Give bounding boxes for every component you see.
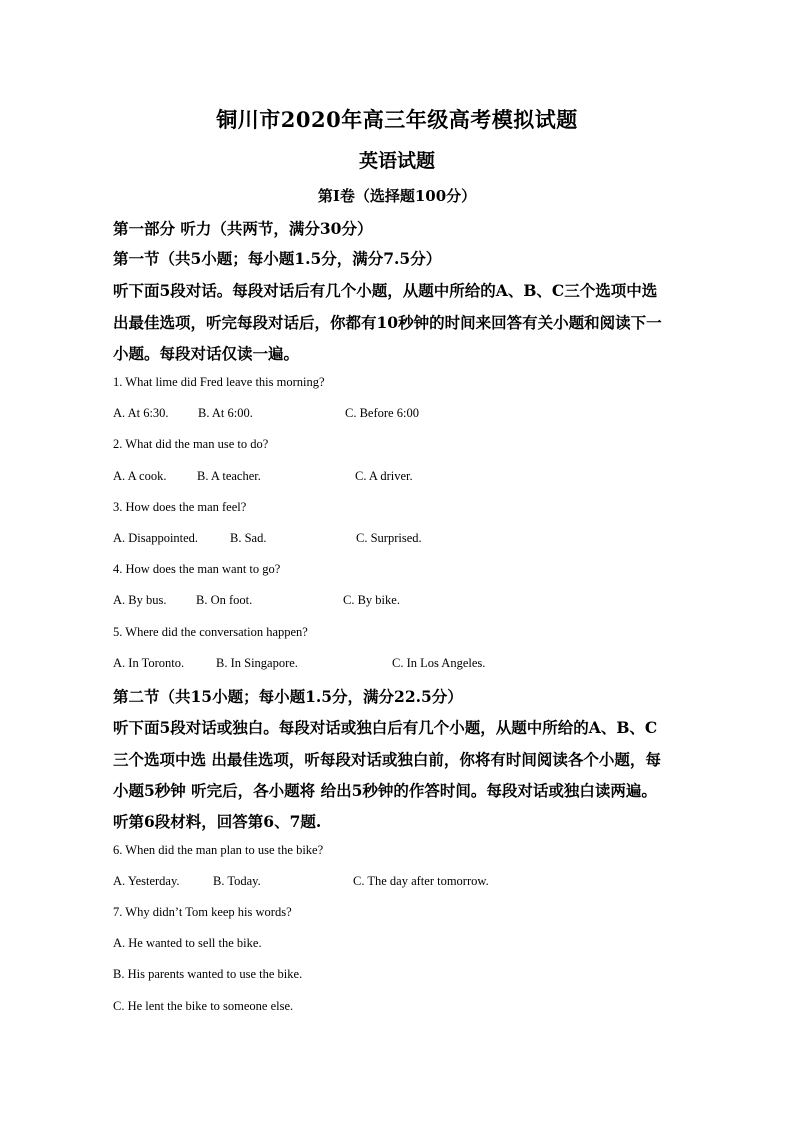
question-stem: 3. How does the man feel? — [113, 500, 247, 514]
question-stem: 7. Why didn’t Tom keep his words? — [113, 905, 292, 919]
volume-heading: 第Ⅰ卷（选择题100分） — [317, 187, 477, 205]
section2-instruction-line: 小题5秒钟 听完后，各小题将 给出5秒钟的作答时间。每段对话或独白读两遍。 — [113, 781, 657, 800]
option-c: C. The day after tomorrow. — [353, 874, 489, 888]
section1-instruction-line: 小题。每段对话仅读一遍。 — [113, 344, 300, 363]
option-c: C. He lent the bike to someone else. — [113, 999, 294, 1013]
option-a: A. At 6:30. — [113, 406, 169, 420]
option-a: A. By bus. — [113, 593, 167, 607]
option-b: B. A teacher. — [197, 469, 261, 483]
option-c: C. A driver. — [355, 469, 413, 483]
option-a: A. Disappointed. — [113, 531, 199, 545]
section2-instruction-line: 听下面5段对话或独白。每段对话或独白后有几个小题，从题中所给的A、B、C — [113, 718, 658, 737]
option-b: B. In Singapore. — [216, 656, 298, 670]
exam-title: 铜川市2020年高三年级高考模拟试题 — [216, 107, 578, 132]
question-stem: 4. How does the man want to go? — [113, 562, 281, 576]
option-b: B. At 6:00. — [198, 406, 253, 420]
question-stem: 2. What did the man use to do? — [113, 437, 269, 451]
section1-instruction-line: 出最佳选项，听完每段对话后，你都有10秒钟的时间来回答有关小题和阅读下一 — [113, 313, 662, 332]
option-a: A. He wanted to sell the bike. — [113, 936, 262, 950]
question-stem: 6. When did the man plan to use the bike? — [113, 843, 324, 857]
option-c: C. Before 6:00 — [345, 406, 419, 420]
option-a: A. Yesterday. — [113, 874, 180, 888]
option-b: B. Today. — [213, 874, 261, 888]
option-c: C. Surprised. — [356, 531, 422, 545]
option-a: A. A cook. — [113, 469, 167, 483]
option-c: C. In Los Angeles. — [392, 656, 486, 670]
section1-instruction-line: 听下面5段对话。每段对话后有几个小题，从题中所给的A、B、C三个选项中选 — [113, 281, 658, 300]
part1-heading: 第一部分 听力（共两节，满分30分） — [113, 219, 373, 238]
option-b: B. His parents wanted to use the bike. — [113, 967, 303, 981]
section2-instruction-line: 听第6段材料，回答第6、7题. — [113, 812, 322, 831]
section2-heading: 第二节（共15小题；每小题1.5分，满分22.5分） — [113, 687, 463, 706]
option-b: B. Sad. — [230, 531, 267, 545]
question-stem: 5. Where did the conversation happen? — [113, 625, 308, 639]
option-c: C. By bike. — [343, 593, 400, 607]
exam-subtitle: 英语试题 — [358, 150, 435, 172]
section2-instruction-line: 三个选项中选 出最佳选项，听每段对话或独白前，你将有时间阅读各个小题，每 — [113, 750, 661, 769]
section1-heading: 第一节（共5小题；每小题1.5分，满分7.5分） — [113, 249, 442, 268]
question-stem: 1. What lime did Fred leave this morning? — [113, 375, 325, 389]
option-a: A. In Toronto. — [113, 656, 185, 670]
option-b: B. On foot. — [196, 593, 253, 607]
